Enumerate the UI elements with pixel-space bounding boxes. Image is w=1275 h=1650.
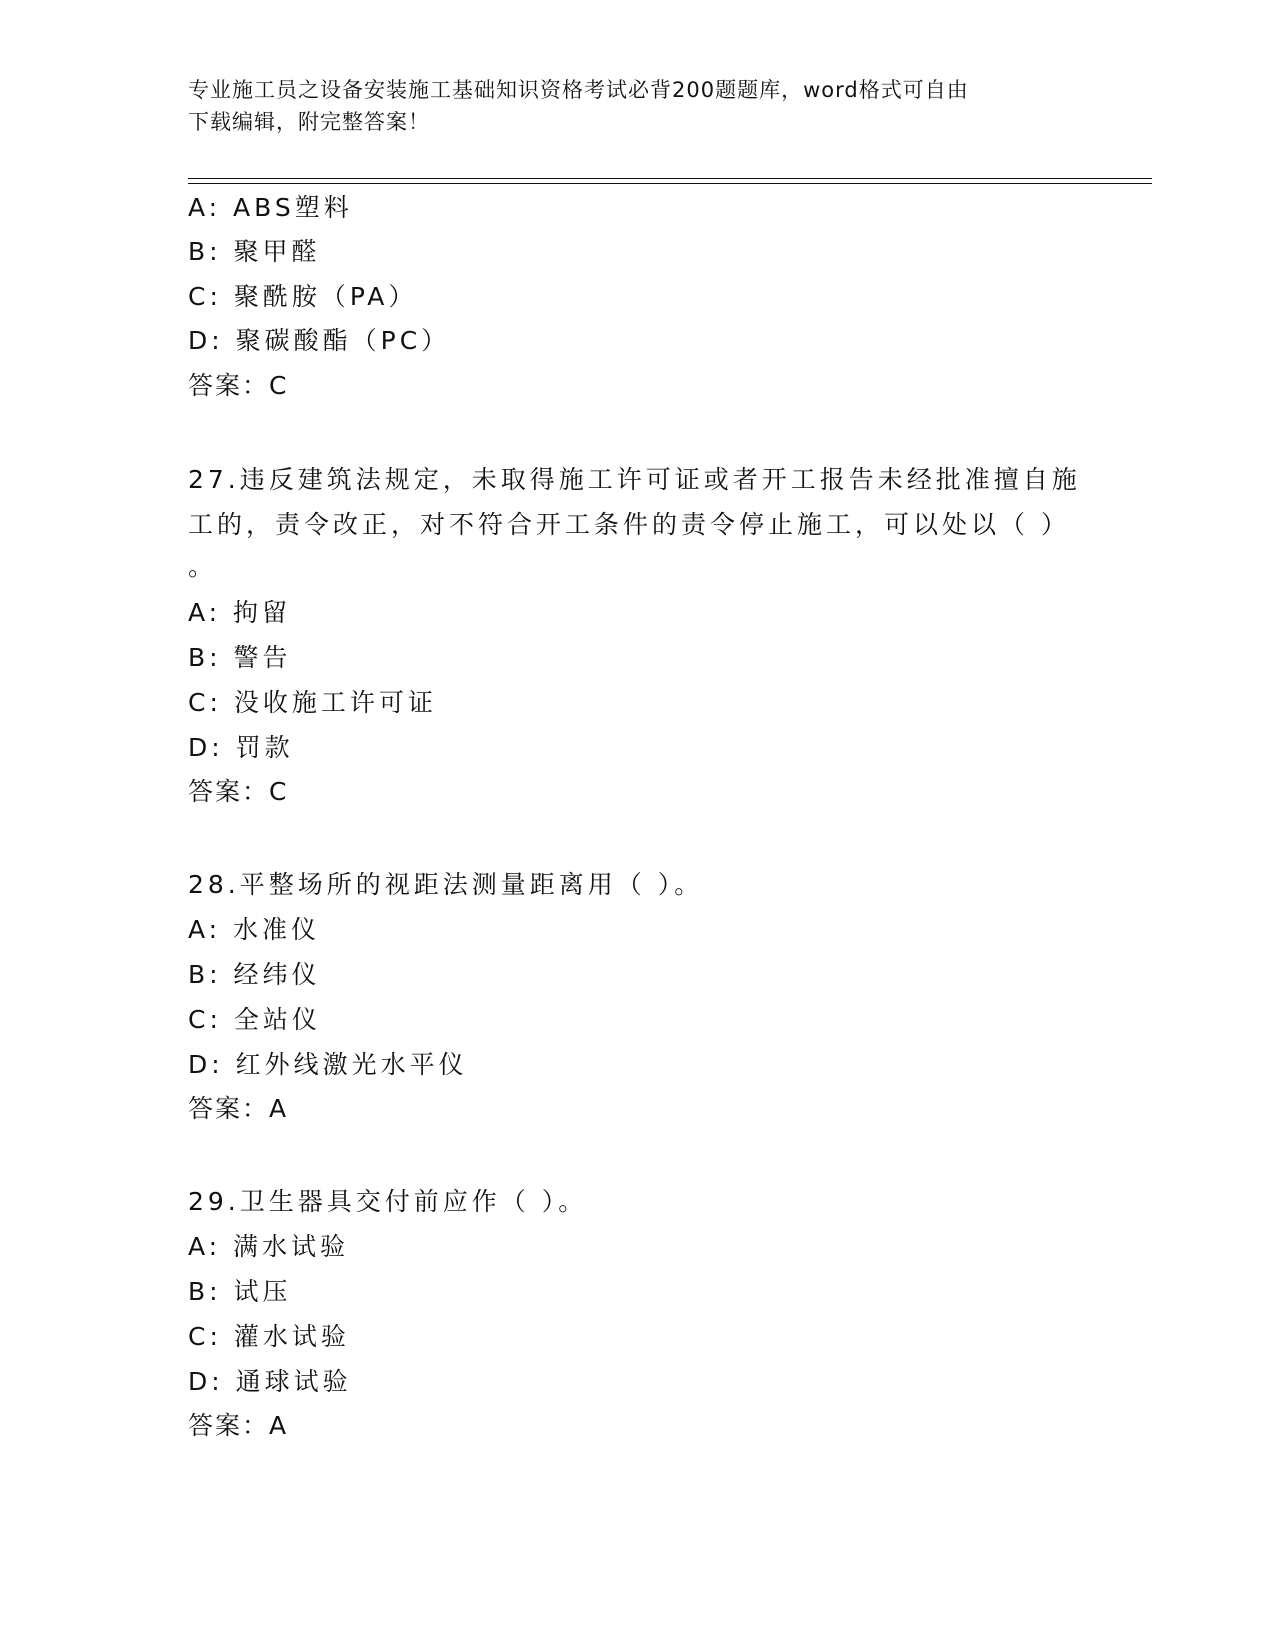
document-header	[188, 74, 1068, 138]
q26-option-c: C: 聚酰胺（PA）	[188, 282, 418, 311]
q27-option-a: A: 拘留	[188, 598, 292, 627]
q27-option-b: B: 警告	[188, 643, 292, 672]
q28-option-c: C: 全站仪	[188, 1005, 321, 1034]
q26-option-b: B: 聚甲醛	[188, 237, 321, 266]
q28-stem: 28.平整场所的视距法测量距离用（ ）。	[188, 870, 704, 899]
q29-option-d: D: 通球试验	[188, 1367, 352, 1396]
q27-stem-line-3: 。	[188, 552, 218, 581]
q26-option-d: D: 聚碳酸酯（PC）	[188, 326, 451, 355]
q29-answer: 答案：A	[188, 1411, 289, 1440]
header-divider-top	[188, 178, 1152, 179]
q28-option-b: B: 经纬仪	[188, 960, 321, 989]
q28-answer: 答案：A	[188, 1094, 289, 1123]
q29-option-b: B: 试压	[188, 1277, 292, 1306]
q27-answer: 答案：C	[188, 777, 289, 806]
q29-option-c: C: 灌水试验	[188, 1322, 350, 1351]
q27-option-c: C: 没收施工许可证	[188, 688, 437, 717]
q29-option-a: A: 满水试验	[188, 1232, 350, 1261]
q29-stem: 29.卫生器具交付前应作（ ）。	[188, 1187, 588, 1216]
q26-answer: 答案：C	[188, 371, 289, 400]
q27-stem-line-1: 27.违反建筑法规定，未取得施工许可证或者开工报告未经批准擅自施	[188, 465, 1081, 494]
q27-option-d: D: 罚款	[188, 733, 294, 762]
q28-option-d: D: 红外线激光水平仪	[188, 1050, 468, 1079]
q26-option-a: A: ABS塑料	[188, 193, 353, 222]
header-line-1: 专业施工员之设备安装施工基础知识资格考试必背200题题库，word格式可自由	[188, 78, 969, 102]
q27-stem-line-2: 工的，责令改正，对不符合开工条件的责令停止施工，可以处以（ ）	[188, 510, 1070, 539]
header-line-2: 下载编辑，附完整答案！	[188, 110, 430, 134]
q28-option-a: A: 水准仪	[188, 915, 321, 944]
header-divider-bottom	[188, 183, 1152, 184]
